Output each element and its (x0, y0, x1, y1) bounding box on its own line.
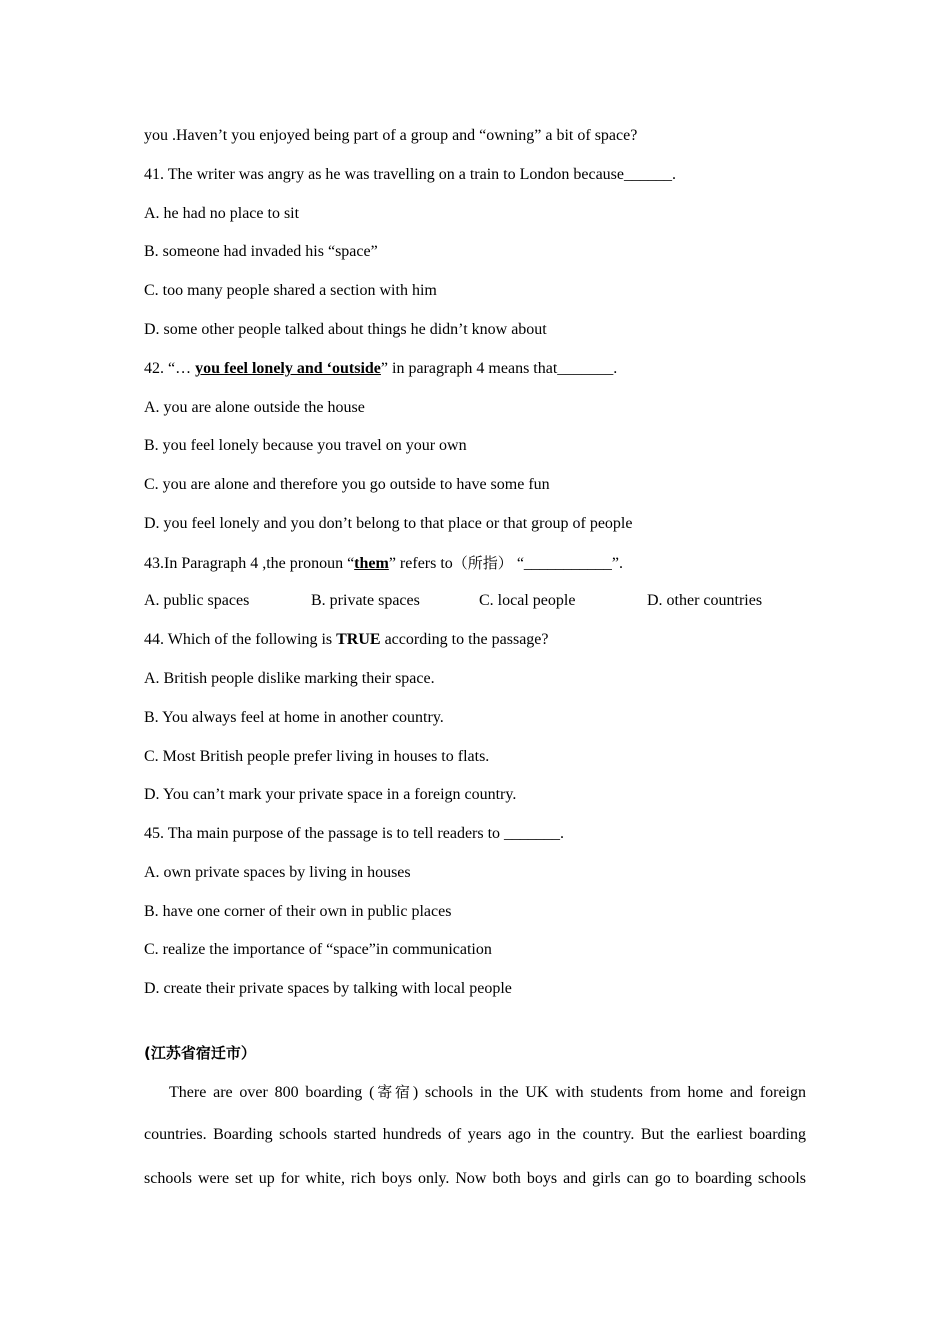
question-43-option-a: A. public spaces (144, 592, 250, 609)
question-41-option-a: A. he had no place to sit (144, 205, 300, 222)
question-42-option-d: D. you feel lonely and you don’t belong to that place or that group of people (144, 515, 633, 532)
question-43-options (144, 591, 806, 611)
question-43 (144, 553, 623, 574)
question-42-option-a: A. you are alone outside the house (144, 399, 365, 416)
question-45-option-b: B. have one corner of their own in public places (144, 903, 452, 920)
question-44-suffix: according to the passage? (380, 631, 549, 648)
passage-line-1-start: There are over 800 boarding ( (169, 1084, 375, 1101)
question-42-quoted-phrase: you feel lonely and ‘outside (195, 360, 381, 377)
question-44-option-a: A. British people dislike marking their space. (144, 670, 435, 687)
question-44-prefix: 44. Which of the following is (144, 631, 337, 648)
question-43-middle: ” refers to (388, 555, 453, 572)
question-41-option-b: B. someone had invaded his “space” (144, 243, 378, 260)
question-43-blank: “___________”. (512, 555, 624, 572)
question-42-option-b: B. you feel lonely because you travel on your own (144, 437, 467, 454)
question-41-option-d: D. some other people talked about things he didn’t know about (144, 321, 547, 338)
question-42-suffix: ” in paragraph 4 means that_______. (380, 360, 618, 377)
section-heading: (江苏省宿迁市） (144, 1044, 256, 1062)
question-42-option-c: C. you are alone and therefore you go outside to have some fun (144, 476, 550, 493)
question-41-option-c: C. too many people shared a section with him (144, 282, 437, 299)
question-42-prefix: 42. “… (144, 360, 196, 377)
passage-gloss: 寄宿 (374, 1083, 413, 1101)
passage-line-2: countries. Boarding schools started hundreds of years ago in the country. But the earliest boarding (144, 1126, 806, 1143)
passage-continuation: you .Haven’t you enjoyed being part of a group and “owning” a bit of space? (144, 127, 638, 144)
question-45-option-d: D. create their private spaces by talking with local people (144, 980, 512, 997)
question-41: 41. The writer was angry as he was travelling on a train to London because______. (144, 166, 676, 183)
question-43-option-b: B. private spaces (311, 592, 420, 609)
passage-line-1 (144, 1070, 806, 1115)
question-44-option-c: C. Most British people prefer living in houses to flats. (144, 748, 490, 765)
question-43-gloss: （所指） (452, 554, 513, 572)
question-45-option-c: C. realize the importance of “space”in communication (144, 941, 492, 958)
question-44-option-d: D. You can’t mark your private space in a foreign country. (144, 786, 517, 803)
question-43-prefix: 43.In Paragraph 4 ,the pronoun “ (144, 555, 355, 572)
question-43-pronoun: them (354, 555, 389, 572)
passage-line-3: schools were set up for white, rich boys only. Now both boys and girls can go to boarding schools (144, 1170, 806, 1187)
question-45-option-a: A. own private spaces by living in houses (144, 864, 411, 881)
passage-line-1-end: ) schools in the UK with students from home and foreign (412, 1084, 806, 1101)
question-42 (144, 359, 617, 379)
question-43-option-c: C. local people (479, 592, 576, 609)
question-44-option-b: B. You always feel at home in another country. (144, 709, 444, 726)
question-44 (144, 630, 549, 650)
question-43-option-d: D. other countries (647, 592, 763, 609)
question-44-emphasis: TRUE (336, 631, 381, 648)
question-45: 45. Tha main purpose of the passage is to tell readers to _______. (144, 825, 565, 842)
